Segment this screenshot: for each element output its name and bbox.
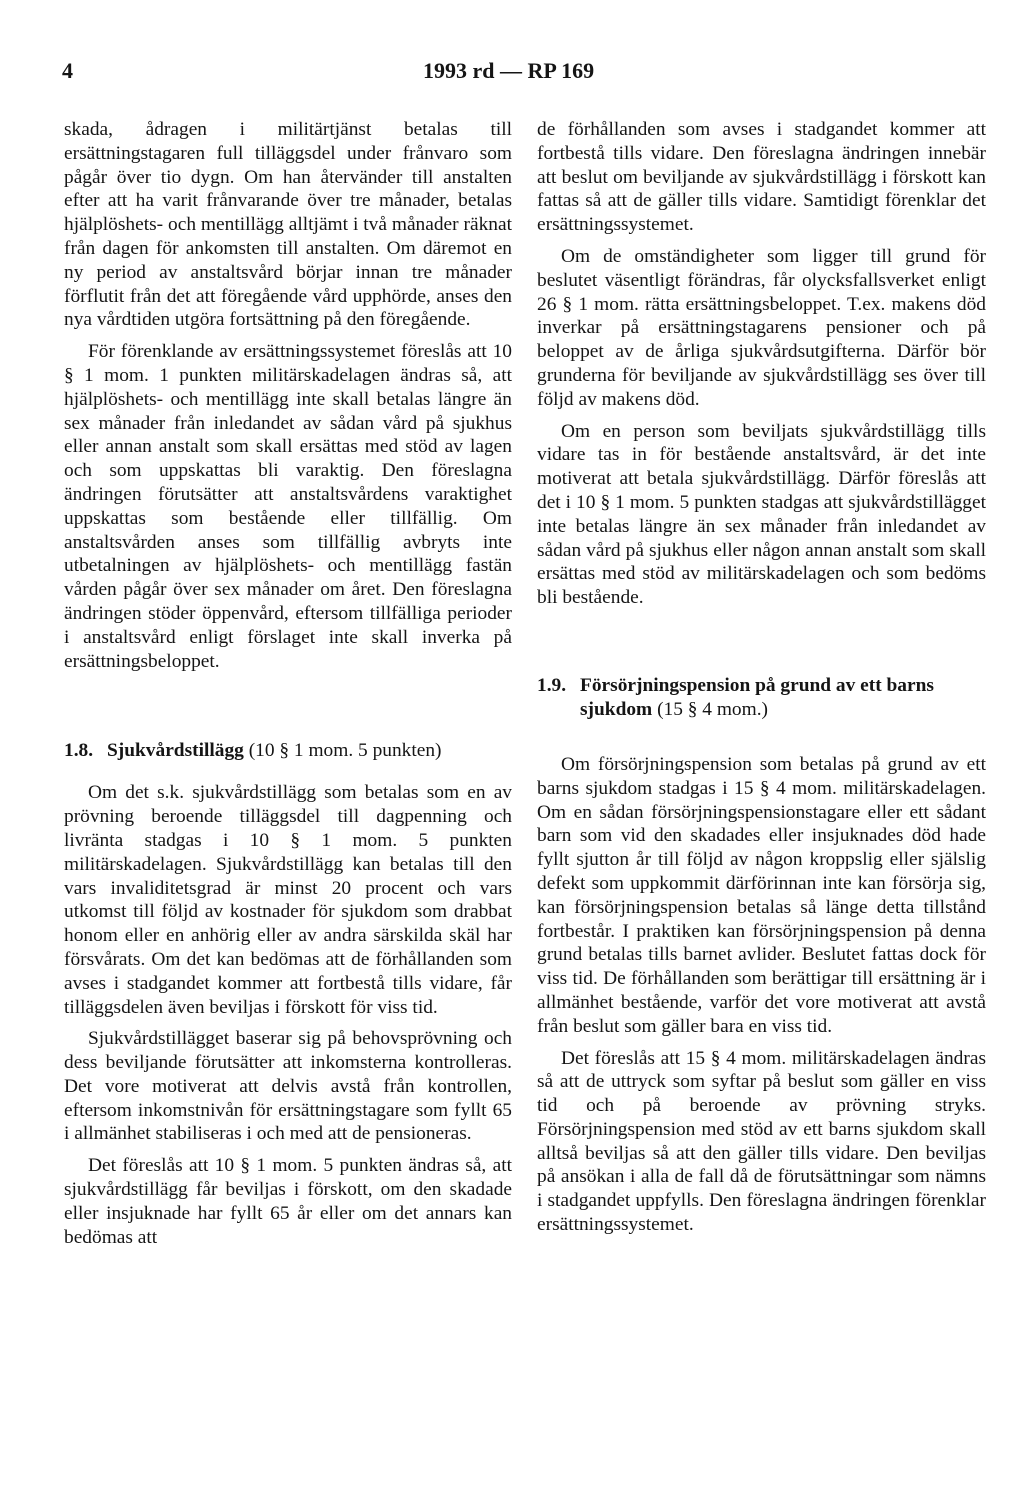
page-header: [0, 58, 1024, 92]
section-number: 1.8.: [64, 740, 94, 762]
left-paragraph-3: Om det s.k. sjukvårdstillägg som betalas som en av prövning beroende tilläggsdel till dagpenning och livränta stadgas i 10 § 1 mom. 5 punkten militärskadelagen. Sjukvårdstillägg kan betalas till den vars invaliditetsgrad är minst 20 procent och vars utkomst till följd av kostnader för sjukdom som drabbat honom eller en anhörig eller av andra särskilda skäl har försvårats. Om det kan bedömas att de förhållanden som avses i stadgandet kommer att fortbestå tills vidare, får tilläggsdelen även beviljas i förskott för viss tid.: [64, 782, 512, 1018]
spacer: [537, 722, 986, 753]
left-paragraph-1: skada, ådragen i militärtjänst betalas till ersättningstagaren full tilläggsdel under frånvaro som pågår över tio dygn. Om han återvänder till anstalten efter att ha varit frånvarande över tre månader, betalas hjälplöshets- och mentillägg alltjämt i två månader räknat från dagen för ankomsten till anstalten. Om däremot en ny period av anstaltsvård börjar innan tre månader förflutit från det att föregående vård upphörde, anses den nya vårdtiden utgöra fortsättning på den föregående.: [64, 119, 512, 331]
spacer: [64, 763, 512, 781]
left-paragraph-2: För förenklande av ersättningssystemet föreslås att 10 § 1 mom. 1 punkten militärskadelagen ändras så, att hjälplöshets- och mentillägg inte skall betalas längre än sex månader från inledandet av sådan vård på sjukhus eller annan anstalt som skall ersättas med stöd av lagen och som uppskattas bli varaktig. Den föreslagna ändringen förutsätter att anstaltsvårdens varaktighet uppskattas som bestående eller tillfällig. Om anstaltsvården anses som tillfällig avbryts inte utbetalningen av hjälplöshets- och mentillägg fastän vården pågår över sex månader om året. Den föreslagna ändringen stöder öppenvård, eftersom tillfälliga perioder i anstaltsvård enligt förslaget inte skall inverka på ersättningsbeloppet.: [64, 341, 512, 672]
section-title: Försörjningspension på grund av ett barns sjukdom: [580, 674, 934, 720]
right-paragraph-5: Det föreslås att 15 § 4 mom. militärskadelagen ändras så att de uttryck som syftar på beslut som gäller en viss tid och på beroende av prövning stryks. Försörjningspension med stöd av ett barns sjukdom skall alltså beviljas så att den gäller tills vidare. Den beviljas på ansökan i alla de fall då de förutsättningar som nämns i stadgandet uppfylls. Den föreslagna ändringen förenklar ersättningssystemet.: [537, 1047, 986, 1236]
right-paragraph-1: de förhållanden som avses i stadgandet kommer att fortbestå tills vidare. Den föreslagna ändringen innebär att beslut om beviljande av sjukvårdstillägg i förskott kan fattas så att de gäller tills vidare. Samtidigt förenklar det ersättningssystemet.: [537, 119, 986, 236]
section-reference: (15 § 4 mom.): [652, 698, 769, 720]
left-paragraph-4: Sjukvårdstillägget baserar sig på behovsprövning och dess beviljande förutsätter att inkomsterna kontrolleras. Det vore motiverat att delvis avstå från kontrollen, eftersom inkomstnivån för ersättningstagare som fyllt 65 i allmänhet stabiliseras i och med att de pensioneras.: [64, 1028, 512, 1145]
spacer: [64, 681, 512, 739]
section-number: 1.9.: [537, 674, 567, 696]
left-column: [64, 118, 512, 1257]
section-title: Sjukvårdstillägg: [107, 740, 244, 762]
section-reference: (10 § 1 mom. 5 punkten): [243, 740, 442, 762]
running-head: 1993 rd — RP 169: [423, 58, 595, 83]
section-heading-1-9: [537, 674, 986, 722]
page-number: 4: [62, 58, 73, 83]
right-paragraph-2: Om de omständigheter som ligger till grund för beslutet väsentligt förändras, får olycksfallsverket enligt 26 § 1 mom. rätta ersättningsbeloppet. T.ex. makens död inverkar på ersättningstagarens pensioner och på beloppet av de årliga sjukvårdsutgifterna. Därför bör grunderna för beviljande av sjukvårdstillägg ses över till följd av makens död.: [537, 245, 986, 410]
right-paragraph-3: Om en person som beviljats sjukvårdstillägg tills vidare tas in för bestående anstaltsvård, är det inte motiverat att betala sjukvårdstillägg. Därför föreslås att det i 10 § 1 mom. 5 punkten stadgas att sjukvårdstillägget inte betalas längre än sex månader från inledandet av sådan vård på sjukhus eller någon annan anstalt som skall ersättas med stöd av militärskadelagen och som bedöms bli bestående.: [537, 420, 986, 609]
left-paragraph-5: Det föreslås att 10 § 1 mom. 5 punkten ändras så, att sjukvårdstillägg får beviljas i förskott, om den skadade eller insjuknade har fyllt 65 år eller om det annars kan bedömas att: [64, 1155, 512, 1248]
section-heading-1-8: [64, 739, 512, 763]
right-paragraph-4: Om försörjningspension som betalas på grund av ett barns sjukdom stadgas i 15 § 4 mom. militärskadelagen. Om en sådan försörjningspensionstagare eller ett sådant barn som vid den skadades eller insjuknades död hade fyllt sjutton år till följd av någon kroppslig eller själslig defekt som uppkommit därförinnan inte kan försörja sig, kan försörjningspension betalas så länge detta tillstånd fortbestår. I praktiken kan försörjningspension på denna grund betalas tills barnet avlider. Beslutet fattas dock för viss tid. De förhållanden som berättigar till ersättning är i allmänhet bestående, varför det vore motiverat att avstå från beslut som gäller bara en viss tid.: [537, 753, 986, 1037]
right-column: [537, 118, 986, 1245]
spacer: [537, 618, 986, 674]
